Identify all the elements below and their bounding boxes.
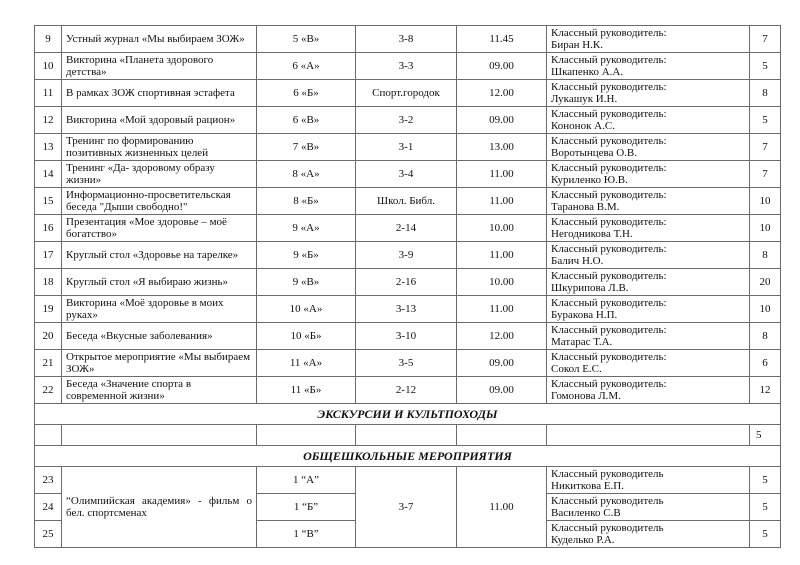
responsible-title: Классный руководитель [551,495,664,507]
event-name: Презентация «Мое здоровье – моё богатство» [62,215,257,242]
table-row [35,467,781,494]
empty-cell [257,425,356,446]
responsible [547,521,750,548]
empty-cell [62,425,257,446]
responsible-name: Матарас Т.А. [551,336,613,348]
class-name: 9 «В» [257,269,356,296]
class-name: 1 “Б” [257,494,356,521]
responsible-title: Классный руководитель: [551,270,667,282]
location: 3-1 [356,134,457,161]
responsible [547,215,750,242]
section-header-school [35,446,781,467]
location: 2-16 [356,269,457,296]
event-name: В рамках ЗОЖ спортивная эстафета [62,80,257,107]
row-number: 15 [35,188,62,215]
participant-count: 8 [750,80,781,107]
time: 09.00 [457,377,547,404]
participant-count: 5 [750,107,781,134]
location: 3-7 [356,467,457,548]
responsible-name: Шкурипова Л.В. [551,282,629,294]
responsible-name: Буракова Н.П. [551,309,618,321]
participant-count: 10 [750,296,781,323]
class-name: 9 «Б» [257,242,356,269]
event-name: Викторина «Мой здоровый рацион» [62,107,257,134]
row-number: 12 [35,107,62,134]
class-name: 10 «А» [257,296,356,323]
responsible-name: Воротынцева О.В. [551,147,638,159]
location: 3-2 [356,107,457,134]
responsible-name: Куделько Р.А. [551,534,615,546]
location: 3-5 [356,350,457,377]
row-number: 23 [35,467,62,494]
participant-count: 10 [750,215,781,242]
responsible [547,296,750,323]
participant-count: 10 [750,188,781,215]
time: 09.00 [457,350,547,377]
row-number: 25 [35,521,62,548]
responsible-name: Кононок А.С. [551,120,615,132]
time: 11.00 [457,161,547,188]
event-name: Беседа «Значение спорта в современной жизни» [62,377,257,404]
responsible [547,107,750,134]
responsible [547,242,750,269]
responsible-title: Классный руководитель: [551,297,667,309]
table-row [35,161,781,188]
event-name: “Олимпийская академия» - фильм о бел. спортсменах [62,467,257,548]
responsible-name: Куриленко Ю.В. [551,174,628,186]
responsible [547,188,750,215]
participant-count: 5 [750,467,781,494]
responsible-name: Балич Н.О. [551,255,604,267]
responsible-name: Никиткова Е.П. [551,480,624,492]
responsible-title: Классный руководитель: [551,243,667,255]
empty-cell [356,425,457,446]
responsible [547,350,750,377]
empty-cell [35,425,62,446]
location: 3-8 [356,26,457,53]
row-number: 19 [35,296,62,323]
location: 2-12 [356,377,457,404]
participant-count: 8 [750,242,781,269]
time: 13.00 [457,134,547,161]
class-name: 6 «Б» [257,80,356,107]
responsible-title: Классный руководитель: [551,324,667,336]
section-title: ЭКСКУРСИИ И КУЛЬТПОХОДЫ [35,404,781,425]
participant-count: 8 [750,323,781,350]
empty-cell [547,425,750,446]
location: 3-9 [356,242,457,269]
responsible-title: Классный руководитель: [551,81,667,93]
class-name: 6 «А» [257,53,356,80]
class-name: 1 “А” [257,467,356,494]
responsible [547,323,750,350]
event-name: Информационно-просветительская беседа "Дыши свободно!" [62,188,257,215]
class-name: 8 «А» [257,161,356,188]
class-name: 6 «В» [257,107,356,134]
time: 12.00 [457,80,547,107]
row-number: 22 [35,377,62,404]
class-name: 5 «В» [257,26,356,53]
responsible-name: Василенко С.В [551,507,621,519]
event-name: Викторина «Моё здоровье в моих руках» [62,296,257,323]
row-number: 21 [35,350,62,377]
table-row [35,53,781,80]
table-row [35,323,781,350]
table-row [35,134,781,161]
responsible [547,467,750,494]
location: 2-14 [356,215,457,242]
table-row [35,242,781,269]
responsible-title: Классный руководитель: [551,378,667,390]
event-name: Беседа «Вкусные заболевания» [62,323,257,350]
table-row [35,107,781,134]
responsible [547,161,750,188]
responsible-name: Лукашук И.Н. [551,93,618,105]
responsible-title: Классный руководитель: [551,135,667,147]
class-name: 7 «В» [257,134,356,161]
location: Школ. Библ. [356,188,457,215]
participant-count: 7 [750,134,781,161]
section-header-excursions [35,404,781,425]
time: 09.00 [457,53,547,80]
event-name: Круглый стол «Я выбираю жизнь» [62,269,257,296]
participant-count: 5 [750,494,781,521]
row-number: 11 [35,80,62,107]
location: 3-4 [356,161,457,188]
row-number: 24 [35,494,62,521]
participant-count: 5 [750,425,781,446]
participant-count: 6 [750,350,781,377]
events-table [34,25,781,548]
responsible-title: Классный руководитель: [551,189,667,201]
class-name: 9 «А» [257,215,356,242]
row-number: 9 [35,26,62,53]
table-row [35,80,781,107]
responsible-title: Классный руководитель: [551,27,667,39]
location: 3-10 [356,323,457,350]
responsible [547,53,750,80]
location: Спорт.городок [356,80,457,107]
time: 11.00 [457,467,547,548]
time: 09.00 [457,107,547,134]
section-title: ОБЩЕШКОЛЬНЫЕ МЕРОПРИЯТИЯ [35,446,781,467]
time: 11.00 [457,242,547,269]
time: 11.00 [457,188,547,215]
time: 11.45 [457,26,547,53]
event-name: Открытое мероприятие «Мы выбираем ЗОЖ» [62,350,257,377]
class-name: 1 “В” [257,521,356,548]
responsible [547,494,750,521]
class-name: 8 «Б» [257,188,356,215]
participant-count: 12 [750,377,781,404]
time: 11.00 [457,296,547,323]
row-number: 16 [35,215,62,242]
row-number: 14 [35,161,62,188]
responsible-name: Таранова В.М. [551,201,620,213]
event-name: Тренинг по формированию позитивных жизненных целей [62,134,257,161]
responsible-name: Биран Н.К. [551,39,604,51]
responsible-name: Шкапенко А.А. [551,66,624,78]
time: 10.00 [457,269,547,296]
class-name: 11 «Б» [257,377,356,404]
responsible-title: Классный руководитель: [551,54,667,66]
responsible-title: Классный руководитель: [551,351,667,363]
responsible-title: Классный руководитель: [551,216,667,228]
responsible [547,269,750,296]
row-number: 18 [35,269,62,296]
event-name: Викторина «Планета здорового детства» [62,53,257,80]
event-name: Тренинг «Да- здоровому образу жизни» [62,161,257,188]
location: 3-13 [356,296,457,323]
responsible-title: Классный руководитель: [551,108,667,120]
time: 12.00 [457,323,547,350]
table-row [35,188,781,215]
responsible [547,80,750,107]
responsible-title: Классный руководитель [551,522,664,534]
row-number: 20 [35,323,62,350]
table-row [35,377,781,404]
responsible-title: Классный руководитель [551,468,664,480]
responsible [547,26,750,53]
table-row [35,215,781,242]
empty-cell [457,425,547,446]
row-number: 10 [35,53,62,80]
table-body [35,26,781,548]
participant-count: 5 [750,521,781,548]
event-name: Устный журнал «Мы выбираем ЗОЖ» [62,26,257,53]
location: 3-3 [356,53,457,80]
responsible-name: Негодникова Т.Н. [551,228,633,240]
time: 10.00 [457,215,547,242]
participant-count: 7 [750,161,781,188]
table-row [35,26,781,53]
participant-count: 20 [750,269,781,296]
participant-count: 5 [750,53,781,80]
responsible [547,377,750,404]
row-number: 17 [35,242,62,269]
responsible-name: Гомонова Л.М. [551,390,621,402]
row-number: 13 [35,134,62,161]
class-name: 10 «Б» [257,323,356,350]
responsible [547,134,750,161]
event-name: Круглый стол «Здоровье на тарелке» [62,242,257,269]
responsible-title: Классный руководитель: [551,162,667,174]
responsible-name: Сокол Е.С. [551,363,602,375]
participant-count: 7 [750,26,781,53]
table-row-blank [35,425,781,446]
table-row [35,296,781,323]
table-row [35,269,781,296]
table-row [35,350,781,377]
class-name: 11 «А» [257,350,356,377]
